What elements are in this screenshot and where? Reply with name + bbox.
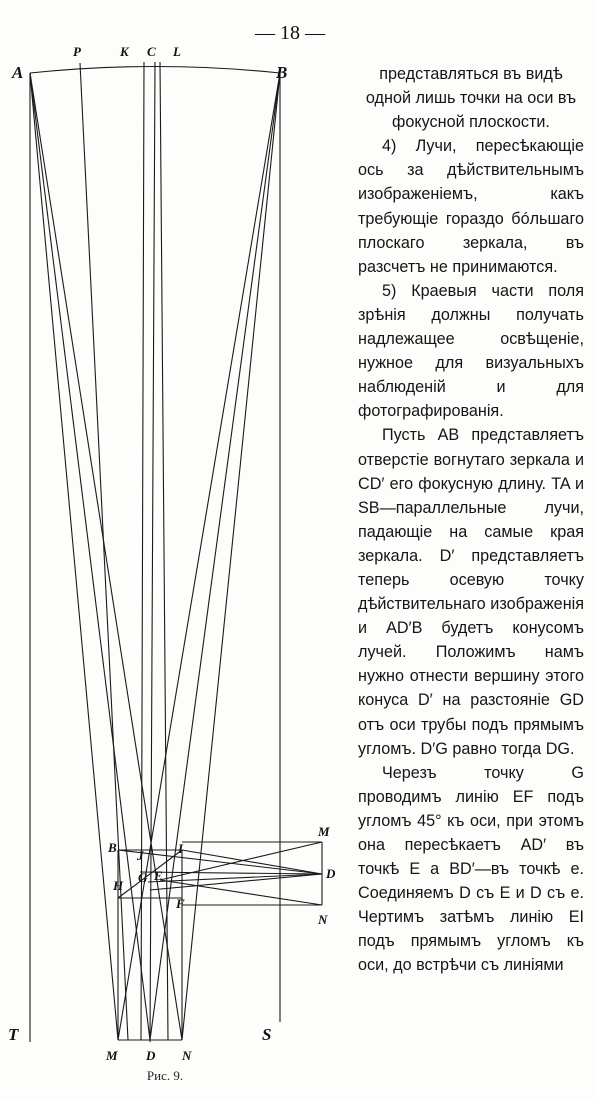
line-jd [140, 872, 322, 874]
label-c: C [147, 44, 156, 59]
label-k: K [120, 44, 129, 59]
ray-p [80, 63, 128, 1040]
label-a: A [12, 63, 24, 82]
label-d-right: D [326, 866, 336, 881]
label-n-right: N [318, 912, 328, 927]
label-j: J [137, 848, 144, 863]
label-b-low: B [108, 840, 117, 855]
label-l: L [173, 44, 181, 59]
cone-ad [30, 73, 150, 1040]
paragraph-3: 5) Краевыя части поля зрѣнія должны получать надлежащее освѣщеніе, нужное для визуальныхъ наблюденій и для фотографированія. [358, 281, 584, 421]
ray-l [160, 62, 168, 1040]
label-i: I [178, 841, 184, 856]
paragraph-2: 4) Лучи, пересѣкающіе ось за дѣйствительнымъ изображеніемъ, какъ требующіе гораздо бóльшаго плоскаго зеркала, въ разсчетъ не принимаются. [358, 137, 584, 276]
label-t: T [8, 1025, 19, 1044]
label-m-low: M [106, 1048, 118, 1063]
label-m-right: M [318, 824, 330, 839]
label-p: P [73, 44, 81, 59]
label-n-low: N [182, 1048, 192, 1063]
paragraph-5: Черезъ точку G проводимъ линію EF подъ угломъ 45° къ оси, при этомъ она пересѣкаетъ AD′ въ точкѣ E а BD′—въ точкѣ e. Соединяемъ D съ E и D съ e. Чертимъ затѣмъ линію EI подъ прямымъ угломъ къ оси, до встрѣчи съ линіями [358, 763, 584, 975]
cone-am [30, 73, 118, 1040]
label-d-low: D [146, 1048, 156, 1063]
label-h: H [113, 878, 124, 893]
paragraph-4: Пусть AB представляетъ отверстіе вогнутаго зеркала и CD′ его фокусную длину. TA и SB—параллельные лучи, падающіе на самые края зеркала. D′ представляетъ теперь осевую точку дѣйствительнаго изображенія и AD′B будетъ конусомъ лучей. Положимъ намъ нужно отнести вершину этого конуса D′ на разстояніе GD отъ оси трубы подъ прямымъ угломъ. D′G равно тогда DG. [358, 426, 584, 758]
page-number: — 18 — [255, 22, 325, 44]
paragraph-1: представляться въ видѣ одной лишь точки на оси въ фокусной плоскости. [365, 65, 577, 132]
figure-caption: Рис. 9. [146, 1068, 184, 1083]
label-b-top: B [276, 63, 288, 82]
body-text [358, 62, 584, 978]
cone-bn [182, 73, 280, 1040]
label-g: G [138, 870, 148, 885]
axis-line [150, 62, 155, 1042]
label-f: F [176, 896, 185, 911]
label-e: E [154, 868, 163, 883]
label-s: S [262, 1025, 272, 1044]
line-gd [148, 874, 322, 882]
line-em [160, 842, 322, 880]
cone-bd [150, 73, 280, 1040]
cone-an [30, 73, 182, 1040]
line-bd [118, 850, 322, 874]
